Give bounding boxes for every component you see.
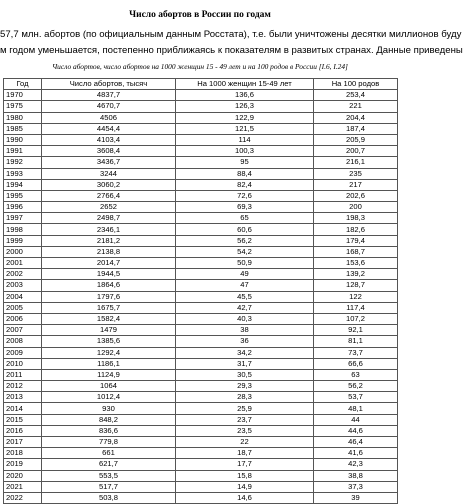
cell-year: 1990 [4, 134, 42, 145]
cell-per-1000-women: 95 [176, 157, 314, 168]
cell-per-100-births: 63 [314, 369, 398, 380]
table-row [4, 325, 398, 336]
cell-per-100-births: 153,6 [314, 258, 398, 269]
cell-abortions: 779,8 [42, 437, 176, 448]
cell-abortions: 1186,1 [42, 358, 176, 369]
cell-year: 2008 [4, 336, 42, 347]
abortions-table [3, 78, 398, 504]
cell-abortions: 848,2 [42, 414, 176, 425]
cell-per-100-births: 200,7 [314, 146, 398, 157]
cell-year: 2018 [4, 448, 42, 459]
cell-year: 1992 [4, 157, 42, 168]
table-row [4, 134, 398, 145]
cell-per-100-births: 46,4 [314, 437, 398, 448]
header-per-1000-women: На 1000 женщин 15-49 лет [176, 79, 314, 90]
cell-year: 1998 [4, 224, 42, 235]
cell-year: 2019 [4, 459, 42, 470]
cell-per-1000-women: 69,3 [176, 202, 314, 213]
cell-per-100-births: 66,6 [314, 358, 398, 369]
table-row [4, 112, 398, 123]
table-row [4, 90, 398, 101]
cell-year: 2021 [4, 481, 42, 492]
table-caption: Число абортов, число абортов на 1000 женщин 15 - 49 лет и на 100 родов в России [I.6, I.24] [52, 62, 348, 71]
cell-year: 2014 [4, 403, 42, 414]
table-row [4, 168, 398, 179]
table-row [4, 258, 398, 269]
table-body [4, 90, 398, 504]
cell-abortions: 930 [42, 403, 176, 414]
table-row [4, 269, 398, 280]
cell-abortions: 4103,4 [42, 134, 176, 145]
cell-per-1000-women: 100,3 [176, 146, 314, 157]
cell-per-100-births: 81,1 [314, 336, 398, 347]
cell-year: 2015 [4, 414, 42, 425]
cell-per-100-births: 216,1 [314, 157, 398, 168]
cell-per-1000-women: 28,3 [176, 392, 314, 403]
cell-per-1000-women: 47 [176, 280, 314, 291]
cell-year: 2011 [4, 369, 42, 380]
cell-per-1000-women: 30,5 [176, 369, 314, 380]
cell-abortions: 553,5 [42, 470, 176, 481]
table-row [4, 448, 398, 459]
cell-per-1000-women: 50,9 [176, 258, 314, 269]
cell-year: 2007 [4, 325, 42, 336]
cell-per-100-births: 168,7 [314, 246, 398, 257]
cell-per-1000-women: 122,9 [176, 112, 314, 123]
cell-year: 1985 [4, 123, 42, 134]
cell-per-1000-women: 29,3 [176, 381, 314, 392]
table-row [4, 190, 398, 201]
cell-year: 1980 [4, 112, 42, 123]
cell-per-1000-women: 15,8 [176, 470, 314, 481]
cell-per-1000-women: 56,2 [176, 235, 314, 246]
cell-abortions: 1292,4 [42, 347, 176, 358]
cell-abortions: 2346,1 [42, 224, 176, 235]
cell-per-1000-women: 14,6 [176, 492, 314, 503]
cell-per-100-births: 73,7 [314, 347, 398, 358]
cell-per-100-births: 107,2 [314, 313, 398, 324]
table-row [4, 280, 398, 291]
table-row [4, 481, 398, 492]
cell-per-1000-women: 14,9 [176, 481, 314, 492]
cell-abortions: 517,7 [42, 481, 176, 492]
table-row [4, 470, 398, 481]
cell-per-1000-women: 49 [176, 269, 314, 280]
cell-per-100-births: 122 [314, 291, 398, 302]
cell-abortions: 4454,4 [42, 123, 176, 134]
table-row [4, 235, 398, 246]
cell-abortions: 1675,7 [42, 302, 176, 313]
cell-year: 1975 [4, 101, 42, 112]
cell-per-1000-women: 36 [176, 336, 314, 347]
cell-per-1000-women: 114 [176, 134, 314, 145]
cell-abortions: 2014,7 [42, 258, 176, 269]
cell-abortions: 3244 [42, 168, 176, 179]
cell-per-1000-women: 34,2 [176, 347, 314, 358]
cell-per-100-births: 187,4 [314, 123, 398, 134]
cell-per-1000-women: 45,5 [176, 291, 314, 302]
cell-per-100-births: 41,6 [314, 448, 398, 459]
table-row [4, 101, 398, 112]
table-row [4, 179, 398, 190]
table-header-row [4, 79, 398, 90]
cell-year: 1995 [4, 190, 42, 201]
cell-per-1000-women: 72,6 [176, 190, 314, 201]
cell-per-1000-women: 121,5 [176, 123, 314, 134]
table-row [4, 157, 398, 168]
cell-per-1000-women: 23,5 [176, 425, 314, 436]
table-row [4, 246, 398, 257]
cell-year: 1970 [4, 90, 42, 101]
table-row [4, 336, 398, 347]
cell-per-100-births: 205,9 [314, 134, 398, 145]
page-title: Число абортов в России по годам [129, 10, 271, 20]
cell-year: 2005 [4, 302, 42, 313]
table-row [4, 347, 398, 358]
cell-abortions: 1012,4 [42, 392, 176, 403]
cell-per-1000-women: 31,7 [176, 358, 314, 369]
cell-per-100-births: 235 [314, 168, 398, 179]
cell-year: 2020 [4, 470, 42, 481]
cell-abortions: 3436,7 [42, 157, 176, 168]
table-row [4, 425, 398, 436]
table-row [4, 202, 398, 213]
cell-per-1000-women: 25,9 [176, 403, 314, 414]
cell-year: 2001 [4, 258, 42, 269]
cell-per-1000-women: 23,7 [176, 414, 314, 425]
cell-year: 1996 [4, 202, 42, 213]
cell-year: 2000 [4, 246, 42, 257]
cell-abortions: 1124,9 [42, 369, 176, 380]
cell-per-1000-women: 38 [176, 325, 314, 336]
cell-per-1000-women: 88,4 [176, 168, 314, 179]
cell-per-100-births: 117,4 [314, 302, 398, 313]
table-row [4, 392, 398, 403]
cell-year: 2004 [4, 291, 42, 302]
cell-abortions: 2138,8 [42, 246, 176, 257]
cell-per-100-births: 53,7 [314, 392, 398, 403]
cell-abortions: 2766,4 [42, 190, 176, 201]
cell-year: 2016 [4, 425, 42, 436]
cell-year: 2013 [4, 392, 42, 403]
table-row [4, 123, 398, 134]
cell-per-100-births: 38,8 [314, 470, 398, 481]
cell-per-100-births: 139,2 [314, 269, 398, 280]
cell-year: 2017 [4, 437, 42, 448]
cell-abortions: 661 [42, 448, 176, 459]
cell-year: 2002 [4, 269, 42, 280]
cell-per-1000-women: 136,6 [176, 90, 314, 101]
cell-year: 2006 [4, 313, 42, 324]
header-per-100-births: На 100 родов [314, 79, 398, 90]
cell-per-100-births: 42,3 [314, 459, 398, 470]
cell-abortions: 503,8 [42, 492, 176, 503]
cell-per-100-births: 37,3 [314, 481, 398, 492]
cell-per-100-births: 253,4 [314, 90, 398, 101]
table-row [4, 459, 398, 470]
table-row [4, 492, 398, 503]
cell-per-100-births: 204,4 [314, 112, 398, 123]
cell-per-1000-women: 54,2 [176, 246, 314, 257]
cell-per-100-births: 179,4 [314, 235, 398, 246]
cell-per-100-births: 198,3 [314, 213, 398, 224]
cell-abortions: 836,6 [42, 425, 176, 436]
cell-per-1000-women: 40,3 [176, 313, 314, 324]
table-row [4, 302, 398, 313]
cell-year: 1991 [4, 146, 42, 157]
cell-abortions: 4506 [42, 112, 176, 123]
cell-per-100-births: 92,1 [314, 325, 398, 336]
cell-per-1000-women: 126,3 [176, 101, 314, 112]
cell-abortions: 3060,2 [42, 179, 176, 190]
cell-per-100-births: 221 [314, 101, 398, 112]
cell-year: 1997 [4, 213, 42, 224]
table-row [4, 381, 398, 392]
cell-per-1000-women: 65 [176, 213, 314, 224]
cell-abortions: 1064 [42, 381, 176, 392]
cell-per-100-births: 217 [314, 179, 398, 190]
cell-per-100-births: 48,1 [314, 403, 398, 414]
cell-abortions: 3608,4 [42, 146, 176, 157]
cell-abortions: 2181,2 [42, 235, 176, 246]
header-year: Год [4, 79, 42, 90]
cell-year: 2022 [4, 492, 42, 503]
cell-abortions: 1944,5 [42, 269, 176, 280]
cell-abortions: 1582,4 [42, 313, 176, 324]
cell-abortions: 1385,6 [42, 336, 176, 347]
intro-paragraph-line-1: 57,7 млн. абортов (по официальным данным Росстата), т.е. были уничтожены десятки миллионов буду [0, 29, 462, 40]
cell-per-100-births: 56,2 [314, 381, 398, 392]
cell-year: 2012 [4, 381, 42, 392]
cell-per-100-births: 44,6 [314, 425, 398, 436]
table-row [4, 291, 398, 302]
cell-year: 1999 [4, 235, 42, 246]
cell-year: 2009 [4, 347, 42, 358]
cell-per-100-births: 39 [314, 492, 398, 503]
cell-per-100-births: 182,6 [314, 224, 398, 235]
cell-per-100-births: 128,7 [314, 280, 398, 291]
cell-per-1000-women: 60,6 [176, 224, 314, 235]
table-row [4, 213, 398, 224]
table-row [4, 358, 398, 369]
cell-year: 2003 [4, 280, 42, 291]
cell-abortions: 1864,6 [42, 280, 176, 291]
cell-per-1000-women: 17,7 [176, 459, 314, 470]
intro-paragraph-line-2: м годом уменьшается, постепенно приближаясь к показателям в развитых странах. Данные приведены [0, 45, 463, 56]
table-row [4, 224, 398, 235]
cell-year: 1994 [4, 179, 42, 190]
cell-per-1000-women: 42,7 [176, 302, 314, 313]
header-abortions: Число абортов, тысяч [42, 79, 176, 90]
cell-per-1000-women: 82,4 [176, 179, 314, 190]
cell-abortions: 621,7 [42, 459, 176, 470]
cell-abortions: 2498,7 [42, 213, 176, 224]
cell-per-1000-women: 18,7 [176, 448, 314, 459]
table-row [4, 414, 398, 425]
cell-per-100-births: 200 [314, 202, 398, 213]
table-row [4, 146, 398, 157]
cell-abortions: 2652 [42, 202, 176, 213]
cell-per-100-births: 44 [314, 414, 398, 425]
cell-abortions: 1479 [42, 325, 176, 336]
cell-abortions: 1797,6 [42, 291, 176, 302]
table-row [4, 437, 398, 448]
table-row [4, 403, 398, 414]
cell-abortions: 4670,7 [42, 101, 176, 112]
cell-year: 1993 [4, 168, 42, 179]
table-row [4, 313, 398, 324]
table-row [4, 369, 398, 380]
cell-per-1000-women: 22 [176, 437, 314, 448]
cell-abortions: 4837,7 [42, 90, 176, 101]
cell-year: 2010 [4, 358, 42, 369]
cell-per-100-births: 202,6 [314, 190, 398, 201]
